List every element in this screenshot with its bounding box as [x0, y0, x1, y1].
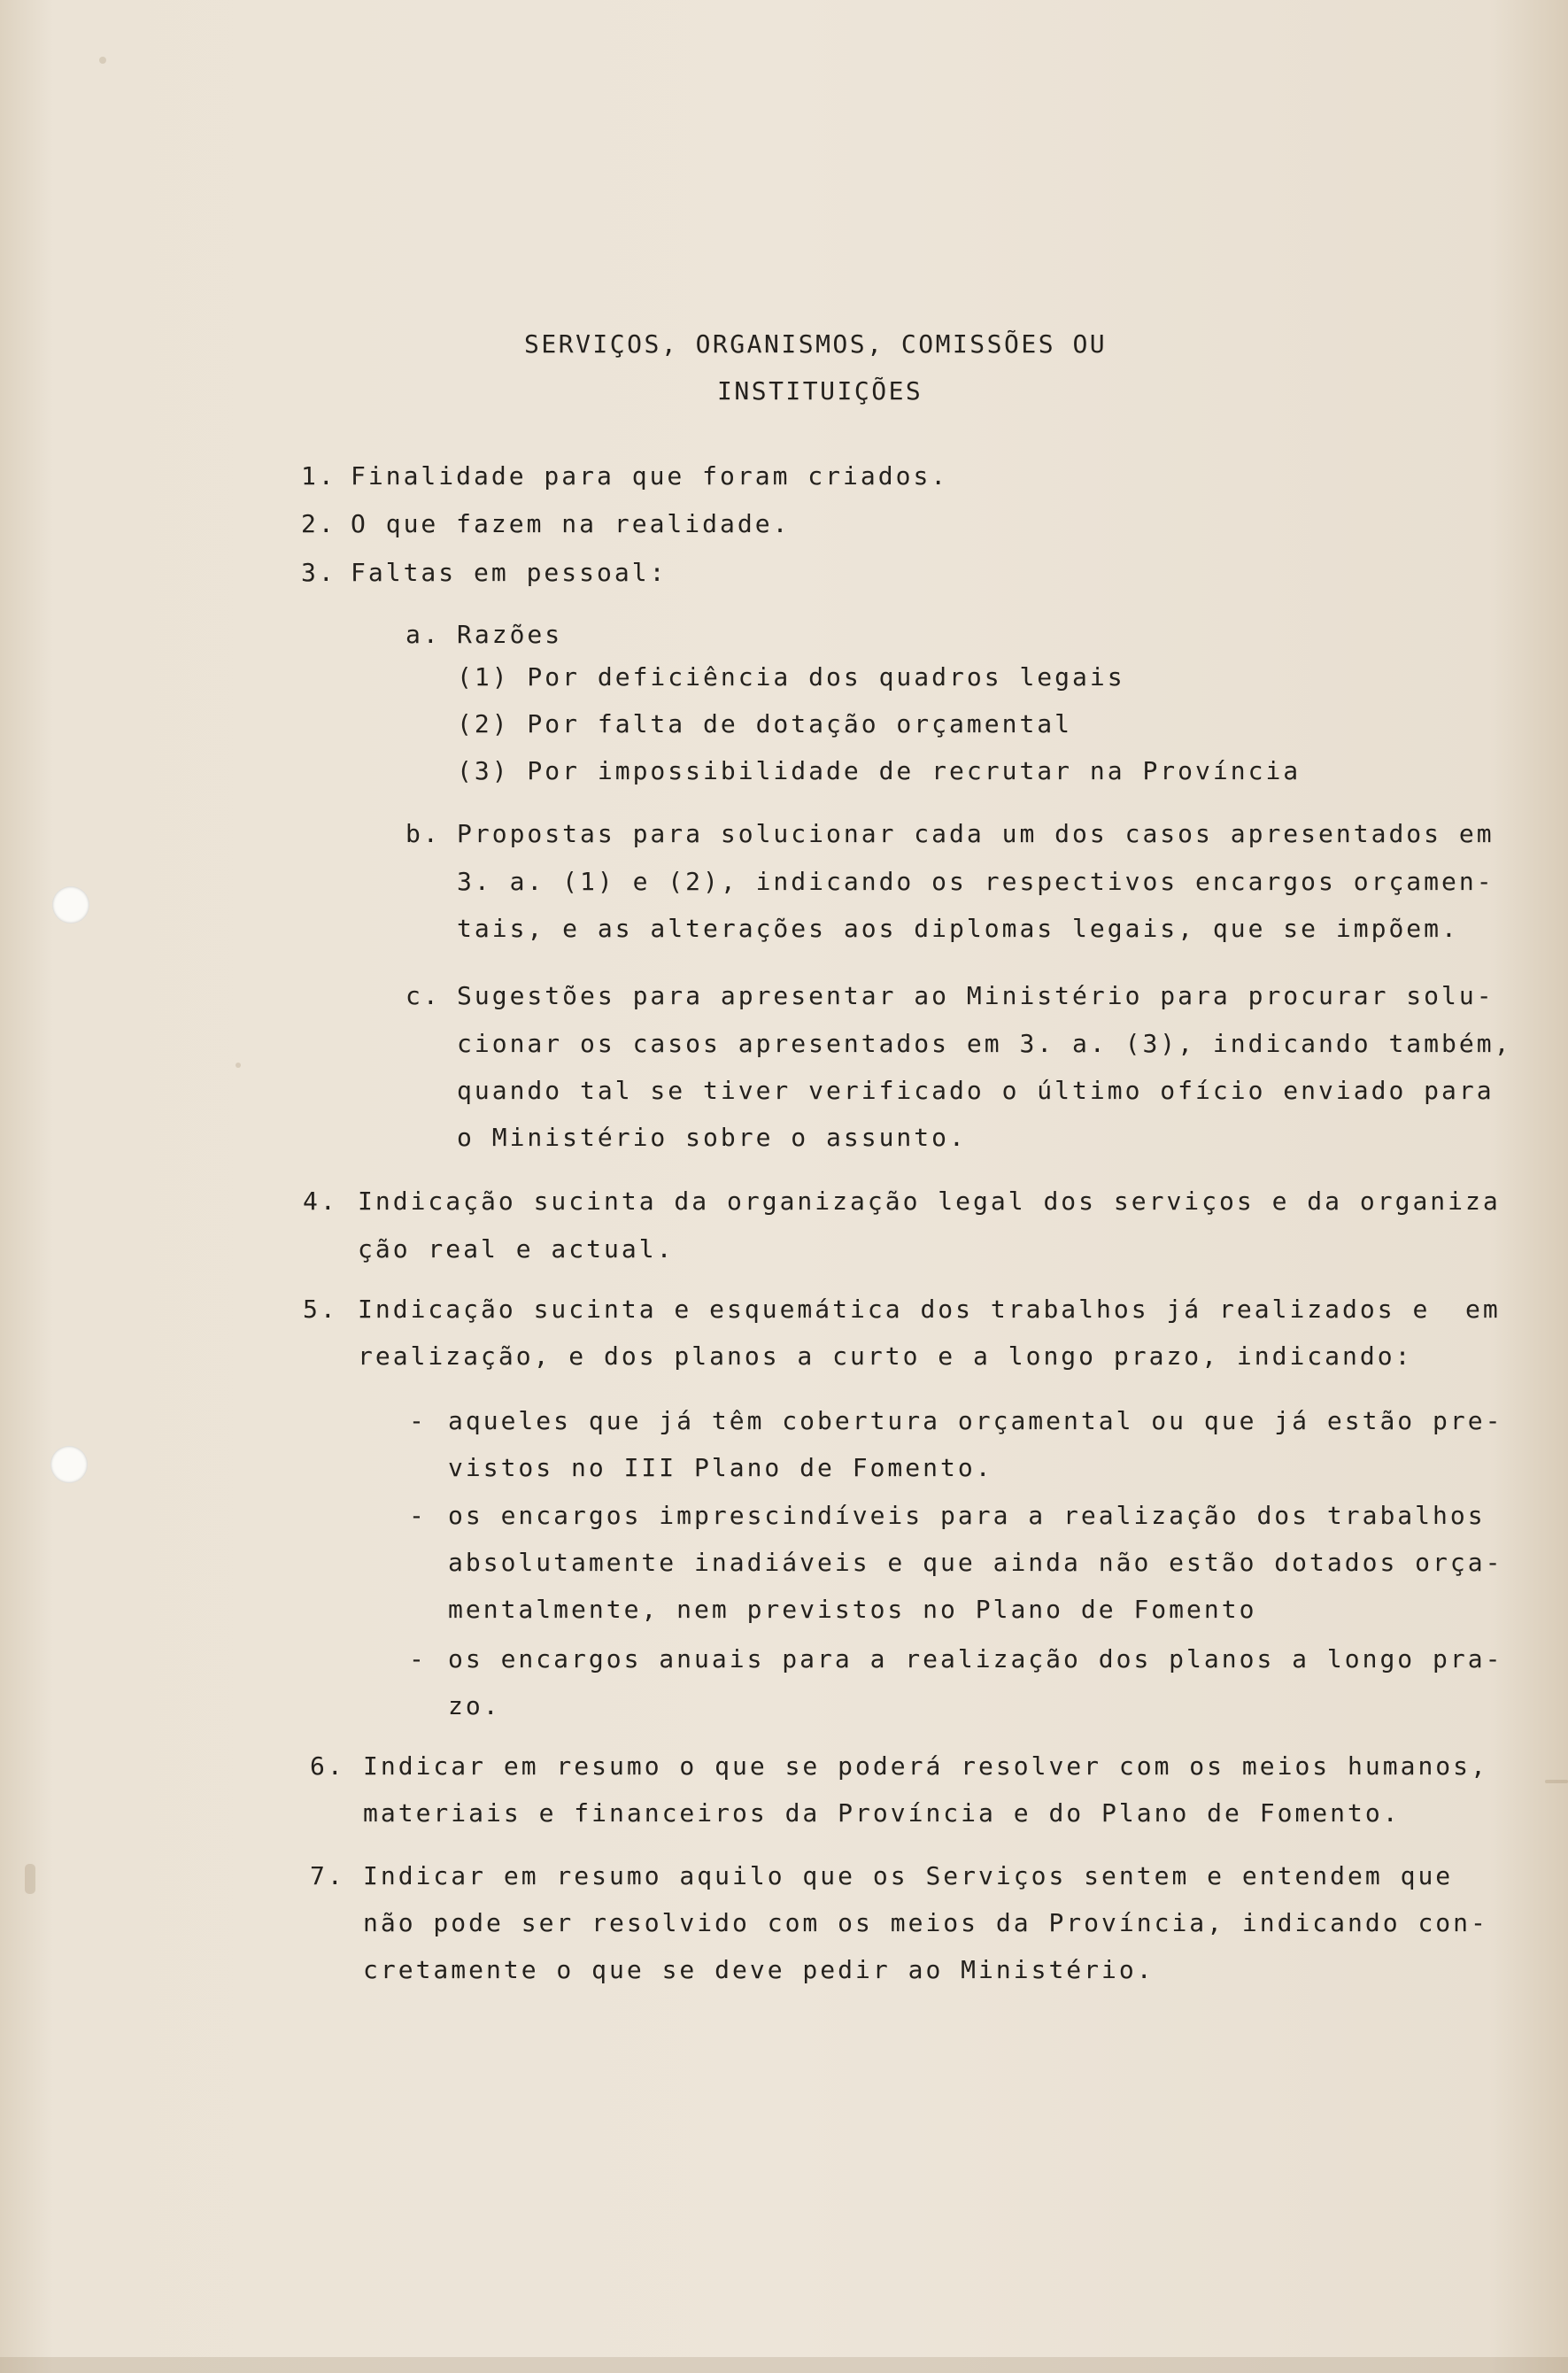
item-7-line-2: não pode ser resolvido com os meios da Província, indicando con- — [363, 1908, 1488, 1937]
item-3a-reason-2: (2) Por falta de dotação orçamental — [457, 709, 1073, 738]
item-5-d2-line-3: mentalmente, nem previstos no Plano de Fomento — [448, 1595, 1257, 1624]
punch-hole-upper — [52, 886, 89, 924]
item-5-line-2: realização, e dos planos a curto e a longo prazo, indicando: — [358, 1341, 1413, 1371]
item-2-number: 2. — [301, 509, 336, 538]
item-3c-line-1: Sugestões para apresentar ao Ministério para procurar solu- — [457, 981, 1495, 1010]
paper-stain — [99, 57, 106, 64]
item-5-line-1: Indicação sucinta e esquemática dos trabalhos já realizados e em — [358, 1295, 1501, 1324]
item-7-number: 7. — [310, 1861, 345, 1890]
item-5-d3-line-1: os encargos anuais para a realização dos planos a longo pra- — [448, 1644, 1503, 1673]
item-5-number: 5. — [303, 1295, 338, 1324]
item-6-line-2: materiais e financeiros da Província e do Plano de Fomento. — [363, 1798, 1401, 1828]
item-3c-label: c. — [406, 981, 441, 1010]
item-5-d1-line-2: vistos no III Plano de Fomento. — [448, 1453, 993, 1482]
item-2-text: O que fazem na realidade. — [351, 509, 791, 538]
item-7-line-3: cretamente o que se deve pedir ao Ministério. — [363, 1955, 1155, 1984]
item-3b-label: b. — [406, 819, 441, 848]
paper-stain — [1545, 1780, 1568, 1783]
item-3b-line-1: Propostas para solucionar cada um dos casos apresentados em — [457, 819, 1495, 848]
title-line-2: INSTITUIÇÕES — [717, 376, 923, 406]
punch-hole-lower — [50, 1446, 88, 1483]
item-4-number: 4. — [303, 1186, 338, 1216]
item-3c-line-3: quando tal se tiver verificado o último ofício enviado para — [457, 1076, 1495, 1105]
item-5-dash-1: - — [409, 1406, 427, 1435]
item-5-d3-line-2: zo. — [448, 1691, 501, 1720]
item-3a-reason-1: (1) Por deficiência dos quadros legais — [457, 662, 1125, 692]
paper-stain — [25, 1864, 35, 1894]
item-3c-line-2: cionar os casos apresentados em 3. a. (3), indicando também, — [457, 1029, 1512, 1058]
item-5-d1-line-1: aqueles que já têm cobertura orçamental ou que já estão pre- — [448, 1406, 1503, 1435]
item-3b-line-2: 3. a. (1) e (2), indicando os respectivos encargos orçamen- — [457, 867, 1495, 896]
title-line-1: SERVIÇOS, ORGANISMOS, COMISSÕES OU — [524, 329, 1108, 359]
page-bottom-edge — [0, 2357, 1568, 2373]
item-3a-label: a. — [406, 620, 441, 649]
item-3a-text: Razões — [457, 620, 563, 649]
item-1-text: Finalidade para que foram criados. — [351, 461, 949, 491]
item-5-d2-line-1: os encargos imprescindíveis para a realização dos trabalhos — [448, 1501, 1486, 1530]
item-3-number: 3. — [301, 558, 336, 587]
item-3a-reason-3: (3) Por impossibilidade de recrutar na Província — [457, 756, 1302, 785]
item-3-text: Faltas em pessoal: — [351, 558, 668, 587]
item-4-line-1: Indicação sucinta da organização legal dos serviços e da organiza — [358, 1186, 1501, 1216]
item-1-number: 1. — [301, 461, 336, 491]
item-7-line-1: Indicar em resumo aquilo que os Serviços sentem e entendem que — [363, 1861, 1454, 1890]
item-6-number: 6. — [310, 1751, 345, 1781]
item-5-dash-2: - — [409, 1501, 427, 1530]
item-3c-line-4: o Ministério sobre o assunto. — [457, 1123, 967, 1152]
item-5-dash-3: - — [409, 1644, 427, 1673]
item-3b-line-3: tais, e as alterações aos diplomas legais, que se impõem. — [457, 914, 1459, 943]
item-5-d2-line-2: absolutamente inadiáveis e que ainda não estão dotados orça- — [448, 1548, 1503, 1577]
item-4-line-2: ção real e actual. — [358, 1234, 675, 1264]
item-6-line-1: Indicar em resumo o que se poderá resolver com os meios humanos, — [363, 1751, 1488, 1781]
paper-stain — [236, 1063, 241, 1068]
